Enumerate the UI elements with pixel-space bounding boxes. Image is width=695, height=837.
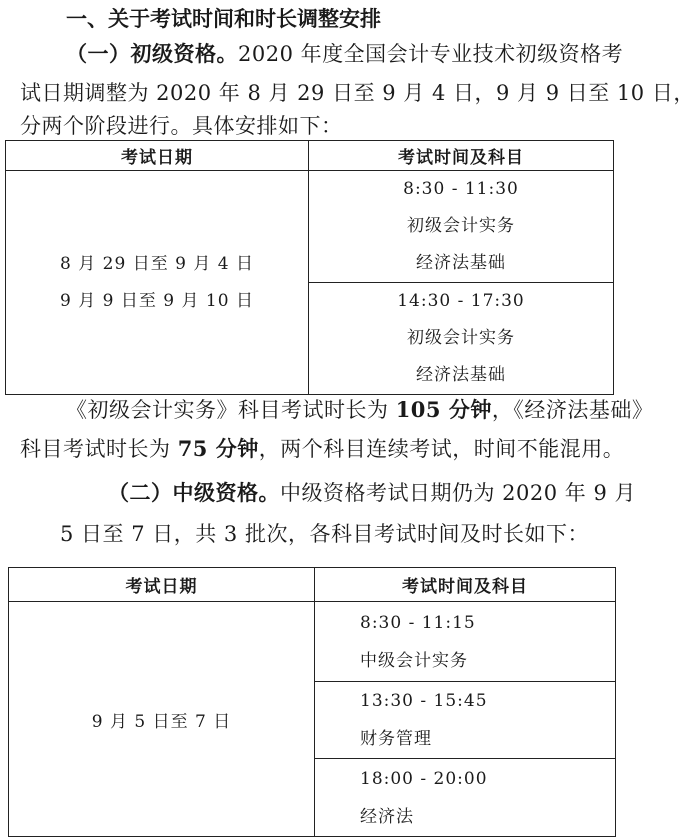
session-subject: 财务管理 xyxy=(360,729,432,749)
session-cell xyxy=(315,682,616,759)
part2-line2: 5 日至 7 日，共 3 批次，各科目考试时间及时长如下： xyxy=(60,522,589,546)
duration-junior-practice: 105 分钟 xyxy=(395,397,492,422)
exam-date: 9 月 5 日至 7 日 xyxy=(91,711,232,732)
part1-line1 xyxy=(66,41,623,67)
part2-line1-text: 中级资格考试日期仍为 2020 年 9 月 xyxy=(280,481,637,505)
duration-text-c: ，《经济法基础》 xyxy=(491,398,654,422)
duration-text-d: 科目考试时长为 xyxy=(20,437,178,461)
header-exam-date: 考试日期 xyxy=(9,568,315,602)
duration-text-f: ，两个科目连续考试，时间不能混用。 xyxy=(258,437,625,461)
header-exam-time-subject: 考试时间及科目 xyxy=(315,568,616,602)
duration-text-a: 《初级会计实务》科目考试时长为 xyxy=(66,398,396,422)
session-cell xyxy=(309,171,614,283)
part2-line1 xyxy=(108,480,636,506)
session-subject: 经济法基础 xyxy=(416,253,506,273)
duration-line1 xyxy=(66,397,653,423)
session-subject: 经济法 xyxy=(360,806,414,827)
session-time: 8:30 - 11:15 xyxy=(360,612,476,633)
duration-economic-law: 75 分钟 xyxy=(177,436,259,461)
session-cell xyxy=(315,759,616,837)
session-time: 13:30 - 15:45 xyxy=(360,691,488,711)
schedule-table-intermediate xyxy=(8,567,616,837)
session-time: 8:30 - 11:30 xyxy=(403,179,519,199)
table-row xyxy=(9,602,616,682)
part1-line1-text: 2020 年度全国会计专业技术初级资格考 xyxy=(238,42,624,66)
part1-line2: 试日期调整为 2020 年 8 月 29 日至 9 月 4 日，9 月 9 日至 10 日， xyxy=(20,81,695,105)
exam-date-line2: 9 月 9 日至 9 月 10 日 xyxy=(60,290,254,311)
duration-line2 xyxy=(20,436,624,462)
table-header-row xyxy=(9,568,616,602)
exam-date-cell xyxy=(9,602,315,837)
part2-label: （二）中级资格。 xyxy=(108,481,280,505)
table-header-row xyxy=(6,141,614,171)
session-time: 14:30 - 17:30 xyxy=(397,291,525,311)
exam-date-line1: 8 月 29 日至 9 月 4 日 xyxy=(60,253,254,274)
session-subject: 经济法基础 xyxy=(416,365,506,385)
header-exam-time-subject: 考试时间及科目 xyxy=(309,141,614,171)
session-time: 18:00 - 20:00 xyxy=(360,768,488,789)
part1-label: （一）初级资格。 xyxy=(66,42,238,66)
table-row xyxy=(6,171,614,283)
header-exam-date: 考试日期 xyxy=(6,141,309,171)
section-heading: 一、关于考试时间和时长调整安排 xyxy=(66,7,381,31)
session-cell xyxy=(309,283,614,395)
session-subject: 中级会计实务 xyxy=(360,650,468,671)
session-subject: 初级会计实务 xyxy=(407,328,515,348)
exam-date-cell xyxy=(6,171,309,395)
schedule-table-junior xyxy=(5,140,614,395)
session-subject: 初级会计实务 xyxy=(407,216,515,236)
part1-line3: 分两个阶段进行。具体安排如下： xyxy=(20,114,343,138)
session-cell xyxy=(315,602,616,682)
